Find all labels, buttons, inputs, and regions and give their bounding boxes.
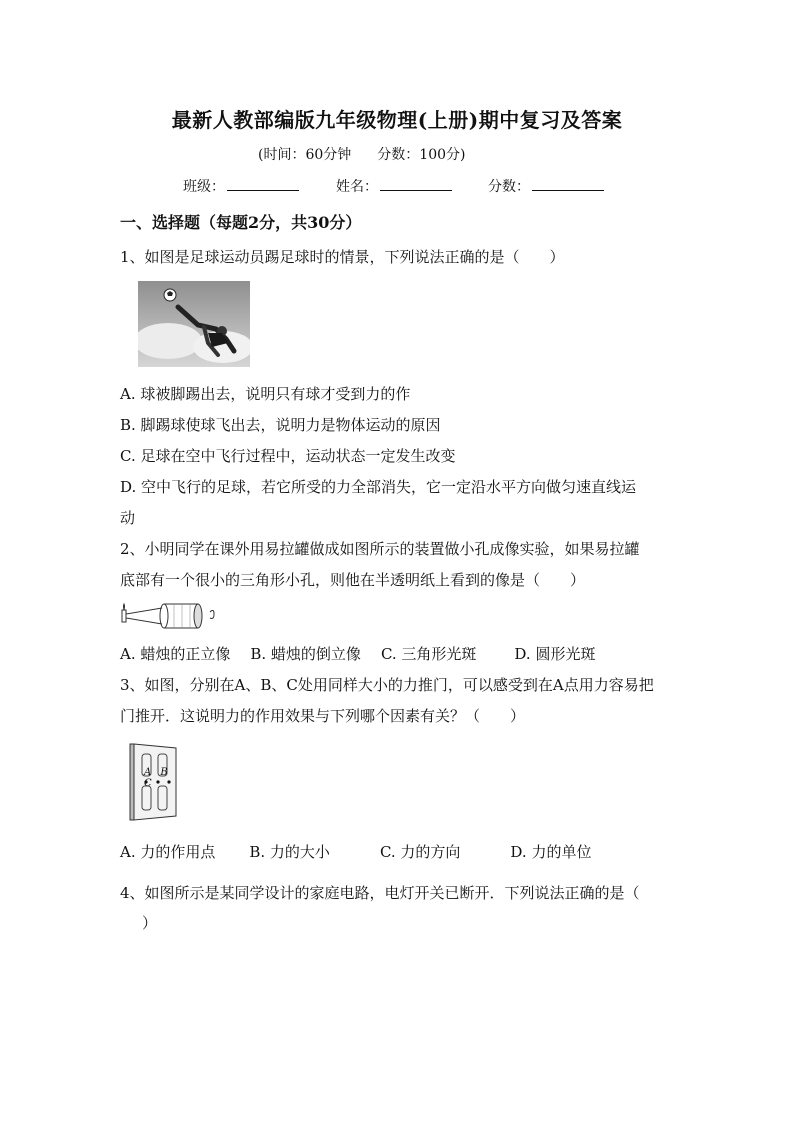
q2-option-b: B. 蜡烛的倒立像 <box>250 645 361 663</box>
class-label: 班级： <box>183 179 225 195</box>
q1-stem: 1、如图是足球运动员踢足球时的情景，下列说法正确的是（ ） <box>120 248 565 266</box>
q2-options <box>120 643 595 664</box>
q3-options <box>120 841 591 862</box>
pinhole-camera-figure <box>118 600 224 634</box>
q2-stem-line2: 底部有一个很小的三角形小孔，则他在半透明纸上看到的像是（ ） <box>120 571 586 589</box>
exam-total-score: 分数：100分) <box>377 147 466 163</box>
q2-stem-line1: 2、小明同学在课外用易拉罐做成如图所示的装置做小孔成像实验，如果易拉罐 <box>120 540 640 558</box>
door-point-labels: A B C <box>144 767 171 789</box>
q2-option-a: A. 蜡烛的正立像 <box>120 645 231 663</box>
section-heading: 一、选择题（每题2分，共30分） <box>120 213 362 232</box>
score-field <box>488 176 604 196</box>
q1-option-d-cont: 动 <box>120 509 136 527</box>
q4-stem-line2: ） <box>142 914 158 932</box>
q3-stem-line2: 门推开．这说明力的作用效果与下列哪个因素有关？（ ） <box>120 707 526 725</box>
q3-option-d: D. 力的单位 <box>510 843 592 861</box>
q2-option-c: C. 三角形光斑 <box>380 645 477 663</box>
class-field <box>183 176 299 196</box>
q3-stem-line1: 3、如图，分别在A、B、C处用同样大小的力推门，可以感受到在A点用力容易把 <box>120 676 654 694</box>
name-blank <box>380 176 452 191</box>
q4-stem-line1: 4、如图所示是某同学设计的家庭电路，电灯开关已断开．下列说法正确的是（ <box>120 884 640 902</box>
door-figure <box>124 740 182 822</box>
q1-option-c: C. 足球在空中飞行过程中，运动状态一定发生改变 <box>120 447 456 465</box>
q2-option-d: D. 圆形光斑 <box>514 645 596 663</box>
q3-option-b: B. 力的大小 <box>249 843 330 861</box>
score-blank <box>532 176 604 191</box>
q1-option-d: D. 空中飞行的足球，若它所受的力全部消失，它一定沿水平方向做匀速直线运 <box>120 478 637 496</box>
q1-option-b: B. 脚踢球使球飞出去，说明力是物体运动的原因 <box>120 416 441 434</box>
q1-option-a: A. 球被脚踢出去，说明只有球才受到力的作 <box>120 385 411 403</box>
exam-time: (时间：60分钟 <box>258 147 352 163</box>
class-blank <box>227 176 299 191</box>
name-label: 姓名： <box>336 179 378 195</box>
score-label: 分数： <box>488 179 530 195</box>
page-title: 最新人教部编版九年级物理(上册)期中复习及答案 <box>171 108 623 132</box>
name-field <box>336 176 452 196</box>
q3-option-c: C. 力的方向 <box>379 843 461 861</box>
exam-subtitle <box>258 144 491 164</box>
soccer-kick-photo <box>138 281 250 367</box>
q3-option-a: A. 力的作用点 <box>120 843 216 861</box>
